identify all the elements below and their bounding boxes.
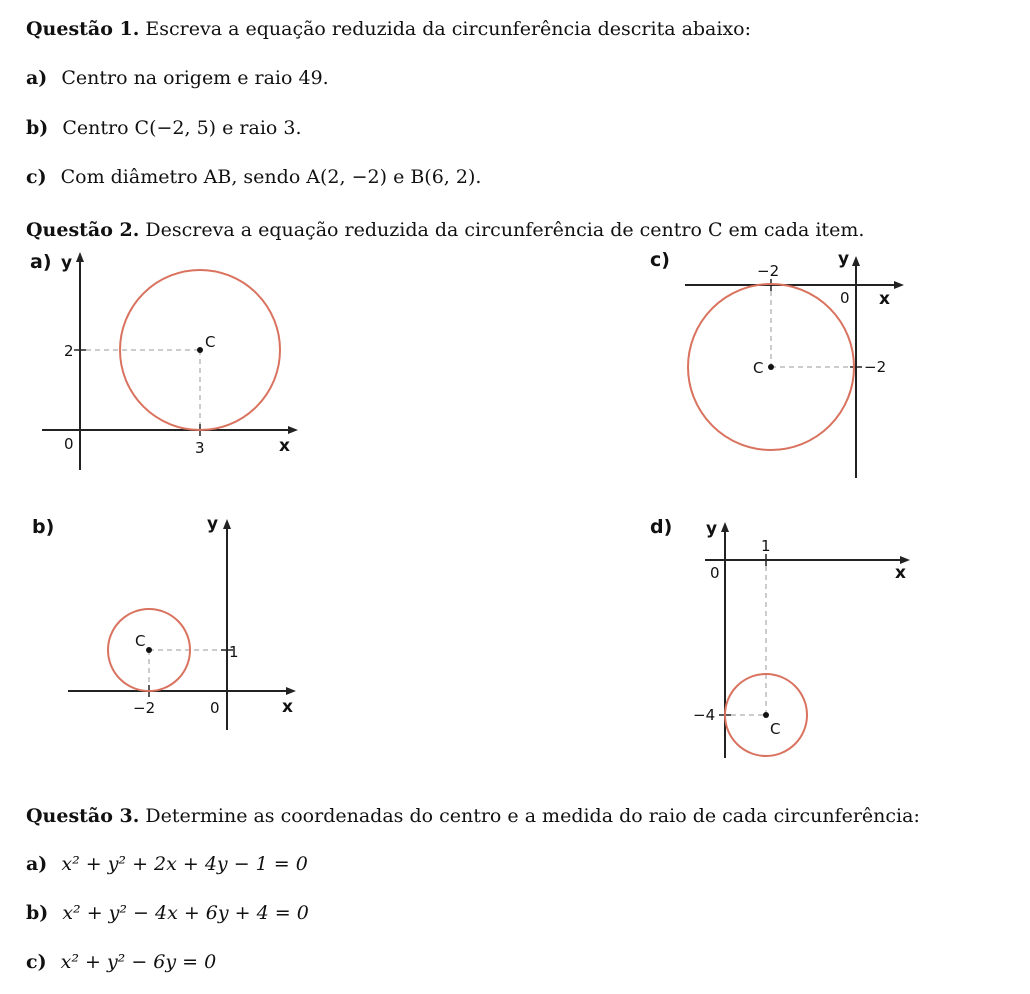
- graph-d-x-tick-label: 1: [761, 537, 771, 555]
- q2-text: Descreva a equação reduzida da circunferência de centro C em cada item.: [145, 219, 865, 241]
- q3-item-c: [26, 951, 216, 973]
- graph-c: [650, 249, 904, 478]
- q1-item-a-label: a): [26, 67, 48, 89]
- graph-c-x-label: x: [879, 289, 890, 309]
- graph-d-y-label: y: [706, 519, 718, 539]
- graph-c-origin: 0: [840, 289, 850, 307]
- graph-c-y-arrow: [852, 256, 860, 266]
- q3-item-b-label: b): [26, 902, 49, 924]
- graph-c-x-tick-label: −2: [757, 262, 780, 280]
- graph-c-center-label: C: [753, 359, 764, 377]
- graph-c-label: c): [650, 249, 670, 271]
- graph-b-origin: 0: [210, 699, 220, 717]
- q1-item-b-label: b): [26, 117, 49, 139]
- graph-c-x-arrow: [894, 281, 904, 289]
- q3-item-a: [26, 853, 308, 875]
- graph-a-y-arrow: [76, 252, 84, 262]
- graph-a-x-arrow: [288, 426, 298, 434]
- graph-b-x-arrow: [286, 687, 296, 695]
- q1-item-b-text: Centro C(−2, 5) e raio 3.: [62, 117, 302, 139]
- q3-item-a-equation: x² + y² + 2x + 4y − 1 = 0: [61, 853, 308, 875]
- q1-item-c-label: c): [26, 166, 47, 188]
- graph-d-y-arrow: [721, 522, 729, 532]
- graph-c-y-tick-label: −2: [864, 358, 887, 376]
- q1-text: Escreva a equação reduzida da circunferência descrita abaixo:: [145, 18, 752, 40]
- q3-item-c-equation: x² + y² − 6y = 0: [60, 951, 217, 973]
- graph-d-y-tick-label: −4: [693, 706, 716, 724]
- graph-a-label: a): [30, 251, 52, 273]
- graph-d-center-dot: [763, 712, 769, 718]
- q1-item-c-text: Com diâmetro AB, sendo A(2, −2) e B(6, 2).: [60, 166, 482, 188]
- graph-a-y-label: y: [61, 253, 73, 273]
- graph-d-label: d): [650, 516, 673, 538]
- graph-b-center-dot: [146, 647, 152, 653]
- graph-a-x-tick-label: 3: [195, 439, 205, 457]
- q3-item-b: [26, 902, 309, 924]
- graph-b: [32, 514, 296, 730]
- q2-title: Questão 2.: [26, 219, 140, 241]
- graph-b-x-tick-label: −2: [133, 699, 156, 717]
- graph-a-center-dot: [197, 347, 203, 353]
- graph-b-center-label: C: [135, 632, 146, 650]
- graph-b-y-tick-label: 1: [229, 643, 239, 661]
- graph-a-y-tick-label: 2: [64, 342, 74, 360]
- graph-b-label: b): [32, 516, 55, 538]
- q3-item-c-label: c): [26, 951, 47, 973]
- q3-item-a-label: a): [26, 853, 48, 875]
- graph-b-y-label: y: [207, 514, 219, 534]
- graph-c-y-label: y: [838, 249, 850, 269]
- graph-d-origin: 0: [710, 564, 720, 582]
- graph-c-center-dot: [768, 364, 774, 370]
- graph-d-x-label: x: [895, 563, 906, 583]
- q3-text: Determine as coordenadas do centro e a medida do raio de cada circunferência:: [145, 805, 920, 827]
- graph-b-y-arrow: [223, 519, 231, 529]
- q3-title: Questão 3.: [26, 805, 140, 827]
- graph-a: [30, 251, 298, 470]
- graph-b-x-label: x: [282, 697, 293, 717]
- graph-a-origin: 0: [64, 435, 74, 453]
- graph-d-center-label: C: [770, 720, 781, 738]
- graph-a-x-label: x: [279, 436, 290, 456]
- q1-item-a-text: Centro na origem e raio 49.: [61, 67, 329, 89]
- graph-a-center-label: C: [205, 333, 216, 351]
- q1-title: Questão 1.: [26, 18, 140, 40]
- q3-heading: [26, 805, 920, 827]
- graph-d: [650, 516, 910, 758]
- q3-item-b-equation: x² + y² − 4x + 6y + 4 = 0: [62, 902, 309, 924]
